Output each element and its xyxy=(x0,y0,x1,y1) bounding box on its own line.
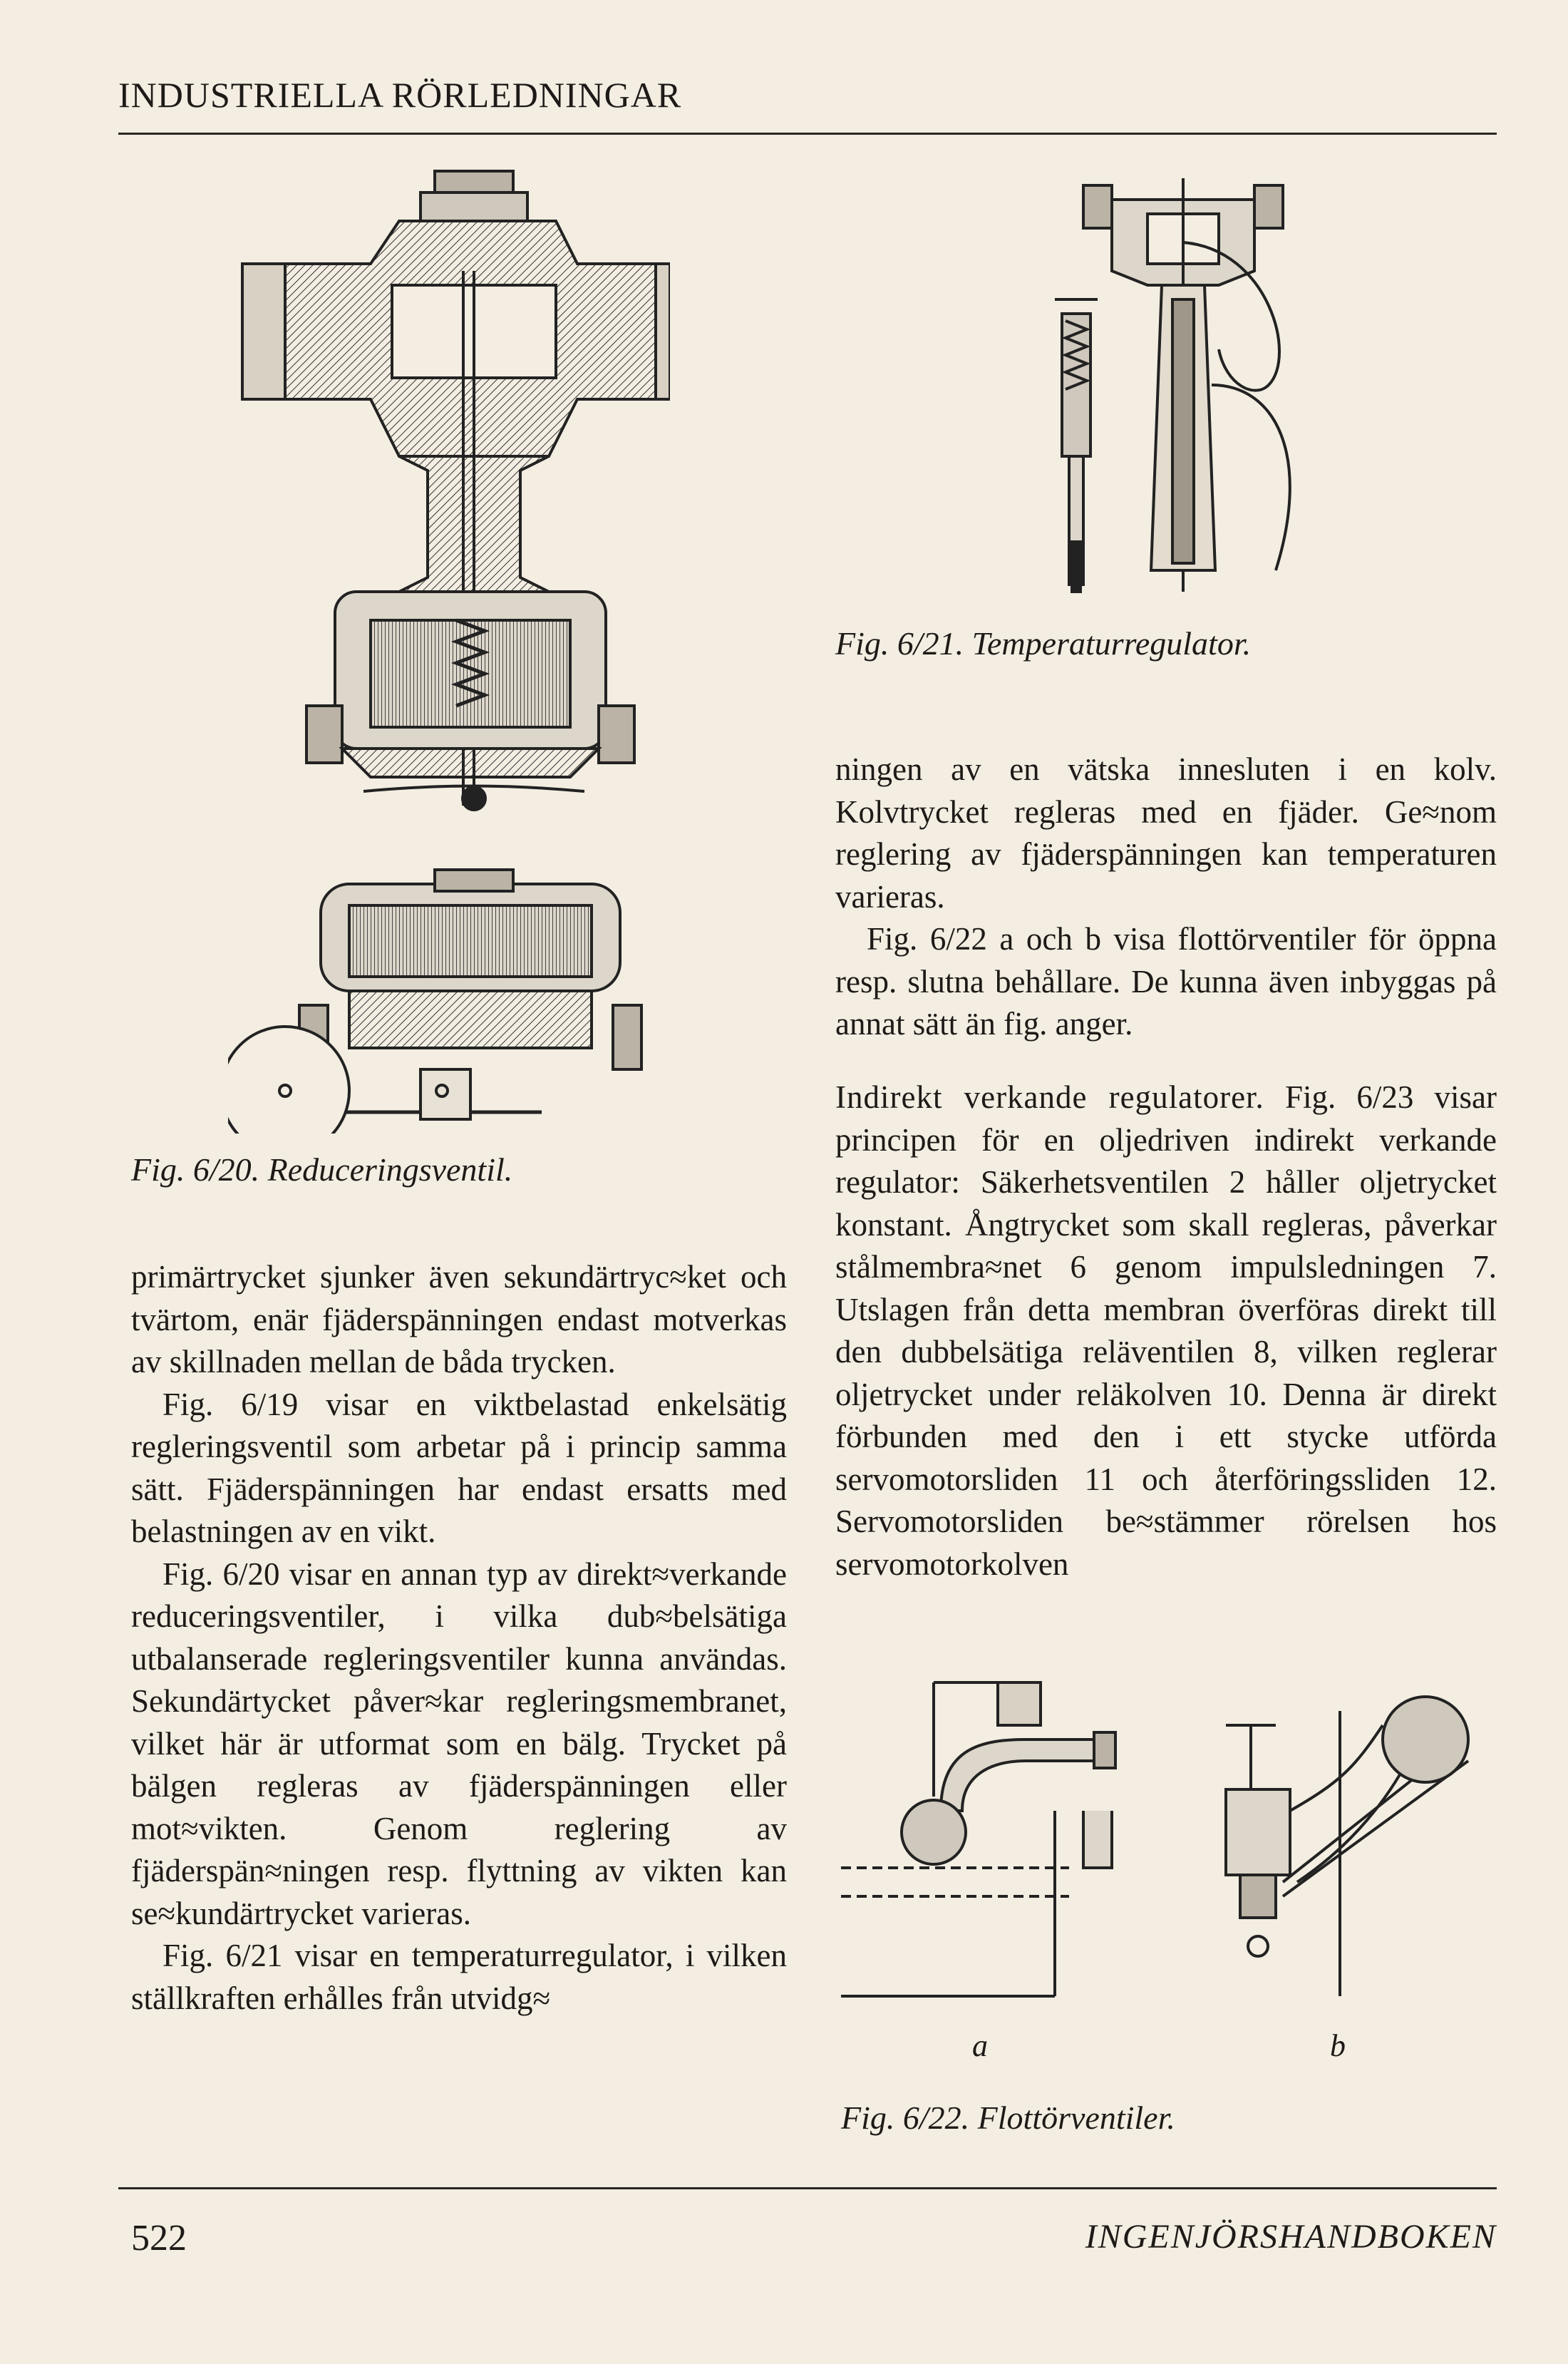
figure-float-valves xyxy=(841,1668,1497,2025)
right-column-text-mid xyxy=(835,1076,1497,1586)
figure-temperature-regulator xyxy=(1041,171,1340,606)
left-column-text xyxy=(131,1256,787,2020)
figure-label-b: b xyxy=(1330,2028,1346,2063)
run-in-heading: Indirekt verkande regulatorer. xyxy=(835,1079,1264,1115)
caption-fig-6-22: Fig. 6/22. Flottörventiler. xyxy=(841,2100,1175,2136)
figure-reducing-valve xyxy=(228,164,670,1134)
right-paragraph-1: ningen av en vätska innesluten i en kolv. Kolvtrycket regleras med en fjäder. Ge≈nom reglering av fjäderspänningen kan temperaturen varieras. xyxy=(835,751,1497,915)
left-paragraph-2: Fig. 6/19 visar en viktbelastad enkelsätig regleringsventil som arbetar på i princip samma sätt. Fjäderspänningen har endast ersatts med belastningen av en vikt. xyxy=(131,1386,787,1549)
right-paragraph-3 xyxy=(835,1076,1497,1586)
figure-label-a: a xyxy=(972,2028,988,2063)
right-column-text-top xyxy=(835,749,1497,1046)
left-paragraph-4: Fig. 6/21 visar en temperaturregulator, i vilken ställkraften erhålles från utvidg≈ xyxy=(131,1938,787,2016)
book-title: INGENJÖRSHANDBOKEN xyxy=(1085,2218,1497,2256)
caption-fig-6-20: Fig. 6/20. Reduceringsventil. xyxy=(131,1151,513,1188)
left-paragraph-3: Fig. 6/20 visar en annan typ av direkt≈verkande reduceringsventiler, i vilka dub≈belsätiga utbalanserade regleringsventiler kunna användas. Sekundärtycket påver≈kar regleringsmembranet, vilket här är utformat som en bälg. Trycket på bälgen regleras av fjäderspänningen eller mot≈vikten. Genom reglering av fjäderspän≈ningen resp. flyttning av vikten kan se≈kundärtrycket varieras. xyxy=(131,1556,787,1931)
left-paragraph-1: primärtrycket sjunker även sekundärtryc≈ket och tvärtom, enär fjäderspänningen endast motverkas av skillnaden mellan de båda trycken. xyxy=(131,1259,787,1379)
header-rule xyxy=(118,133,1497,135)
page-number: 522 xyxy=(131,2218,187,2258)
right-paragraph-3-body: Fig. 6/23 visar principen för en oljedriven indirekt verkande regulator: Säkerhetsventilen 2 håller oljetrycket konstant. Ångtrycket som skall regleras, påverkar stålmembra≈net 6 genom impulsledningen 7. Utslagen från detta membran överföras direkt till den dubbelsätiga reläventilen 8, vilken reglerar oljetrycket under reläkolven 10. Denna är direkt förbunden med den i ett stycke utförda servomotorsliden 11 och återföringssliden 12. Servomotorsliden be≈stämmer rörelsen hos servomotorkolven xyxy=(835,1079,1497,1582)
right-paragraph-2: Fig. 6/22 a och b visa flottörventiler för öppna resp. slutna behållare. De kunna även inbyggas på annat sätt än fig. anger. xyxy=(835,921,1497,1042)
caption-fig-6-21: Fig. 6/21. Temperaturregulator. xyxy=(835,625,1252,662)
footer-rule xyxy=(118,2187,1497,2189)
running-header: INDUSTRIELLA RÖRLEDNINGAR xyxy=(118,75,682,115)
